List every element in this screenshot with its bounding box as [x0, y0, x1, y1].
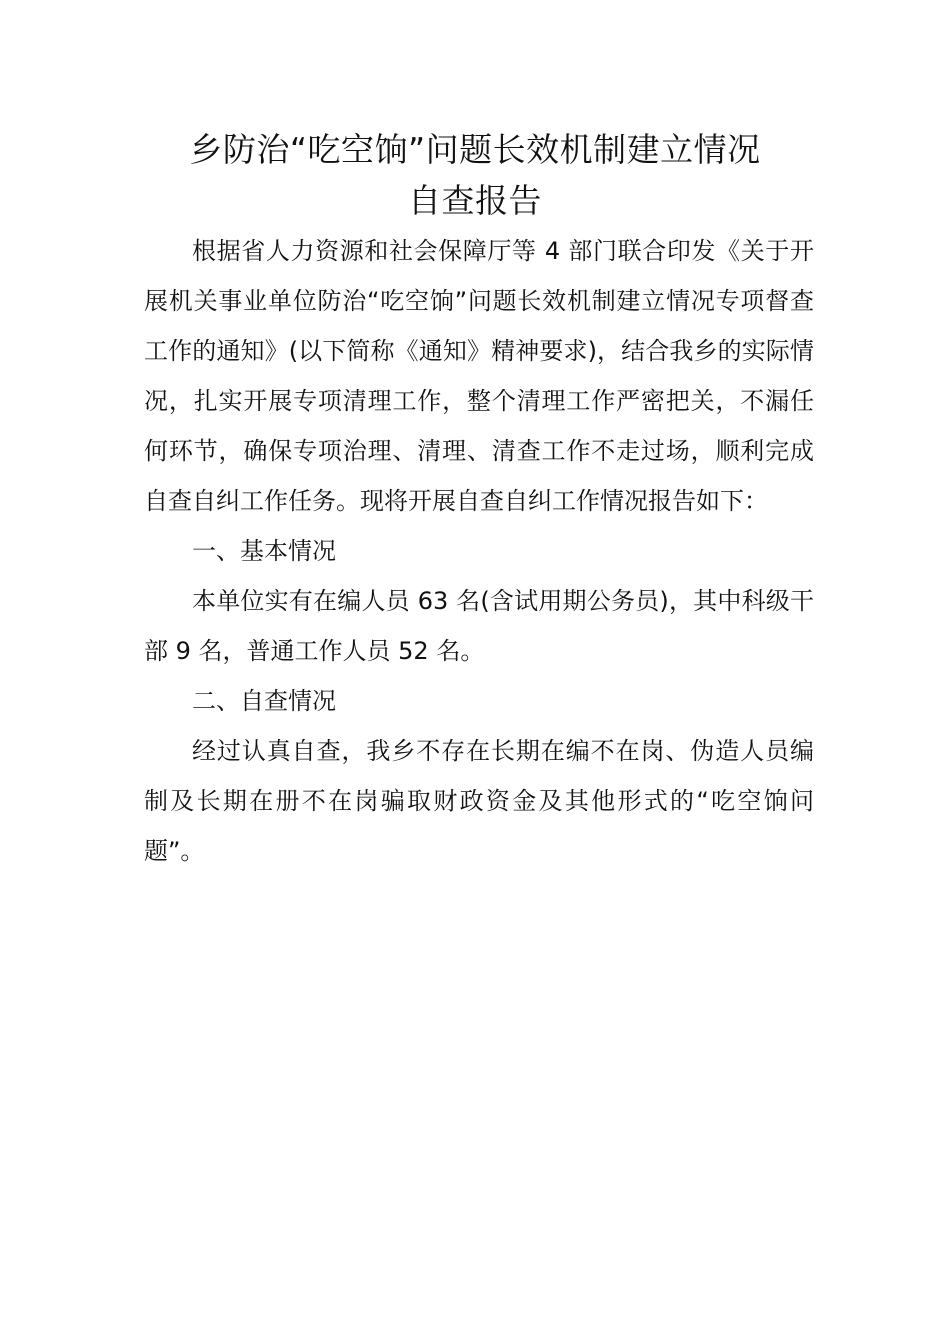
document-title-line-2: 自查报告	[408, 181, 542, 220]
intro-paragraph: 根据省人力资源和社会保障厅等 4 部门联合印发《关于开展机关事业单位防治“吃空饷”问题长效机制建立情况专项督查工作的通知》(以下简称《通知》精神要求)，结合我乡的实际情况，扎实开展专项清理工作，整个清理工作严密把关，不漏任何环节，确保专项治理、清理、清查工作不走过场，顺利完成自查自纠工作任务。现将开展自查自纠工作情况报告如下：	[144, 237, 814, 515]
document-body	[144, 226, 814, 876]
self-inspection-paragraph: 经过认真自查，我乡不存在长期在编不在岗、伪造人员编制及长期在册不在岗骗取财政资金及其他形式的“吃空饷问题”。	[144, 737, 814, 865]
section-heading-basic-situation: 一、基本情况	[192, 537, 336, 565]
basic-situation-paragraph: 本单位实有在编人员 63 名(含试用期公务员)，其中科级干部 9 名，普通工作人员 52 名。	[144, 587, 814, 665]
section-heading-self-inspection: 二、自查情况	[192, 687, 336, 715]
document-title-line-1: 乡防治“吃空饷”问题长效机制建立情况	[189, 130, 761, 169]
